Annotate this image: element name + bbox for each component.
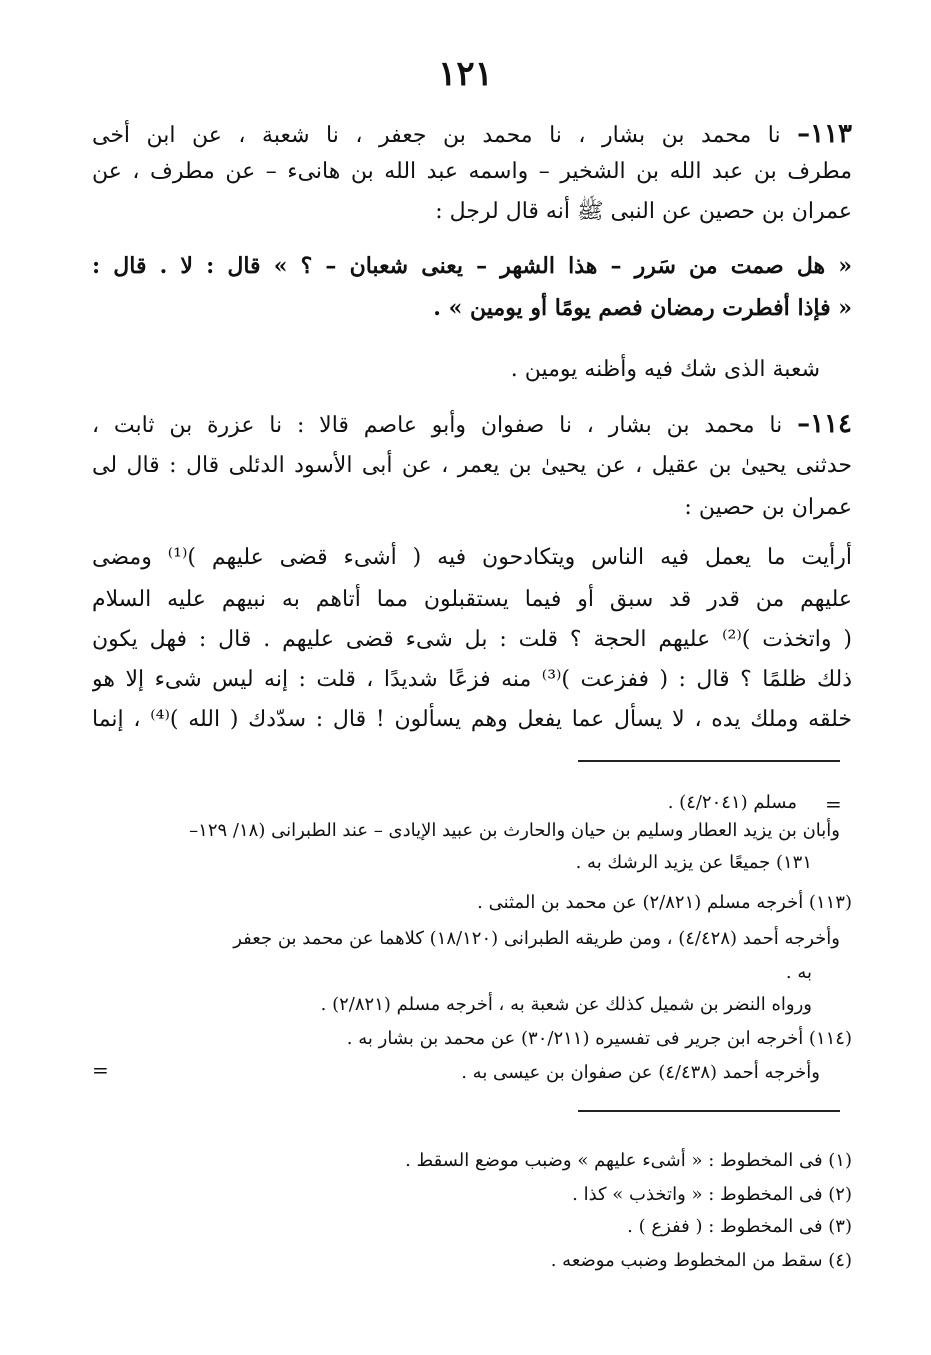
hadith-114-line-5: عليهم من قدر قد سبق أو فيما يستقبلون مما أتاهم به نبيهم عليه السلام: [92, 587, 852, 612]
hadith-113-quote-2: « فإذا أفطرت رمضان فصم يومًا أو يومين » .: [433, 295, 852, 321]
hadith-114-line-3: عمران بن حصين :: [684, 495, 852, 520]
takhrij-line-7: ورواه النضر بن شميل كذلك عن شعبة به ، أخرجه مسلم (٢/٨٢١) .: [320, 994, 812, 1015]
continuation-mark-top: =: [825, 792, 842, 816]
manuscript-note-1: (١) فى المخطوط : « أشىء عليهم » وضبب موضع السقط .: [405, 1150, 852, 1171]
takhrij-line-6: به .: [785, 962, 812, 983]
hadith-113-line-1: [92, 114, 852, 154]
hadith-114-line-2: حدثنى يحيىٰ بن عقيل ، عن يحيىٰ بن يعمر ، عن أبى الأسود الدئلى قال : قال لى: [92, 453, 852, 478]
hadith-114-line-8: خلقه وملك يده ، لا يسأل عما يفعل وهم يسألون ! قال : سدّدك ( الله )⁽⁴⁾ ، إنما: [92, 707, 852, 732]
hadith-113-number: ١١٣–: [797, 119, 852, 149]
hadith-114-text: نا محمد بن بشار ، نا صفوان وأبو عاصم قالا : نا عزرة بن ثابت ،: [92, 413, 783, 438]
hadith-113-line-2: مطرف بن عبد الله بن الشخير – واسمه عبد الله بن هانىء – عن مطرف ، عن: [92, 159, 852, 184]
manuscript-note-4: (٤) سقط من المخطوط وضبب موضعه .: [550, 1250, 852, 1271]
takhrij-line-8: (١١٤) أخرجه ابن جرير فى تفسيره (٣٠/٢١١) عن محمد بن بشار به .: [346, 1028, 852, 1049]
takhrij-line-4: (١١٣) أخرجه مسلم (٢/٨٢١) عن محمد بن المثنى .: [477, 892, 852, 913]
hadith-114-line-4: أرأيت ما يعمل فيه الناس ويتكادحون فيه ( أشىء قضى عليهم )⁽¹⁾ ومضى: [92, 545, 852, 570]
hadith-113-text: نا محمد بن بشار ، نا محمد بن جعفر ، نا شعبة ، عن ابن أخى: [92, 123, 781, 148]
page-number: ١٢١: [438, 54, 493, 94]
continuation-mark-bottom: =: [92, 1058, 109, 1082]
manuscript-note-2: (٢) فى المخطوط : « واتخذب » كذا .: [572, 1184, 852, 1205]
takhrij-line-5: وأخرجه أحمد (٤/٤٢٨) ، ومن طريقه الطبرانى (١٨/١٢٠) كلاهما عن محمد بن جعفر: [233, 928, 840, 949]
manuscript-notes-divider: [578, 1110, 840, 1112]
takhrij-line-1: مسلم (٤/٢٠٤١) .: [667, 792, 797, 813]
hadith-113-note: شعبة الذى شك فيه وأظنه يومين .: [510, 357, 820, 382]
footnote-divider: [578, 760, 840, 762]
hadith-113-quote-1: « هل صمت من سَرر – هذا الشهر – يعنى شعبان – ؟ » قال : لا . قال :: [92, 253, 852, 279]
manuscript-note-3: (٣) فى المخطوط : ( ففزع ) .: [627, 1216, 852, 1237]
hadith-114-line-1: [92, 404, 852, 444]
hadith-114-line-7: ذلك ظلمًا ؟ قال : ( ففزعت )⁽³⁾ منه فزعًا شديدًا ، قلت : إنه ليس شىء إلا هو: [92, 667, 852, 692]
takhrij-line-2: وأبان بن يزيد العطار وسليم بن حيان والحارث بن عبيد الإيادى – عند الطبرانى (١٨/ ١٢٩–: [189, 820, 840, 841]
takhrij-line-9: وأخرجه أحمد (٤/٤٣٨) عن صفوان بن عيسى به .: [461, 1062, 820, 1083]
hadith-113-line-3: عمران بن حصين عن النبى ﷺ أنه قال لرجل :: [435, 199, 852, 224]
hadith-114-number: ١١٤–: [797, 409, 852, 439]
hadith-114-line-6: ( واتخذت )⁽²⁾ عليهم الحجة ؟ قلت : بل شىء قضى عليهم . قال : فهل يكون: [92, 627, 852, 652]
takhrij-line-3: ١٣١) جميعًا عن يزيد الرشك به .: [575, 852, 812, 873]
